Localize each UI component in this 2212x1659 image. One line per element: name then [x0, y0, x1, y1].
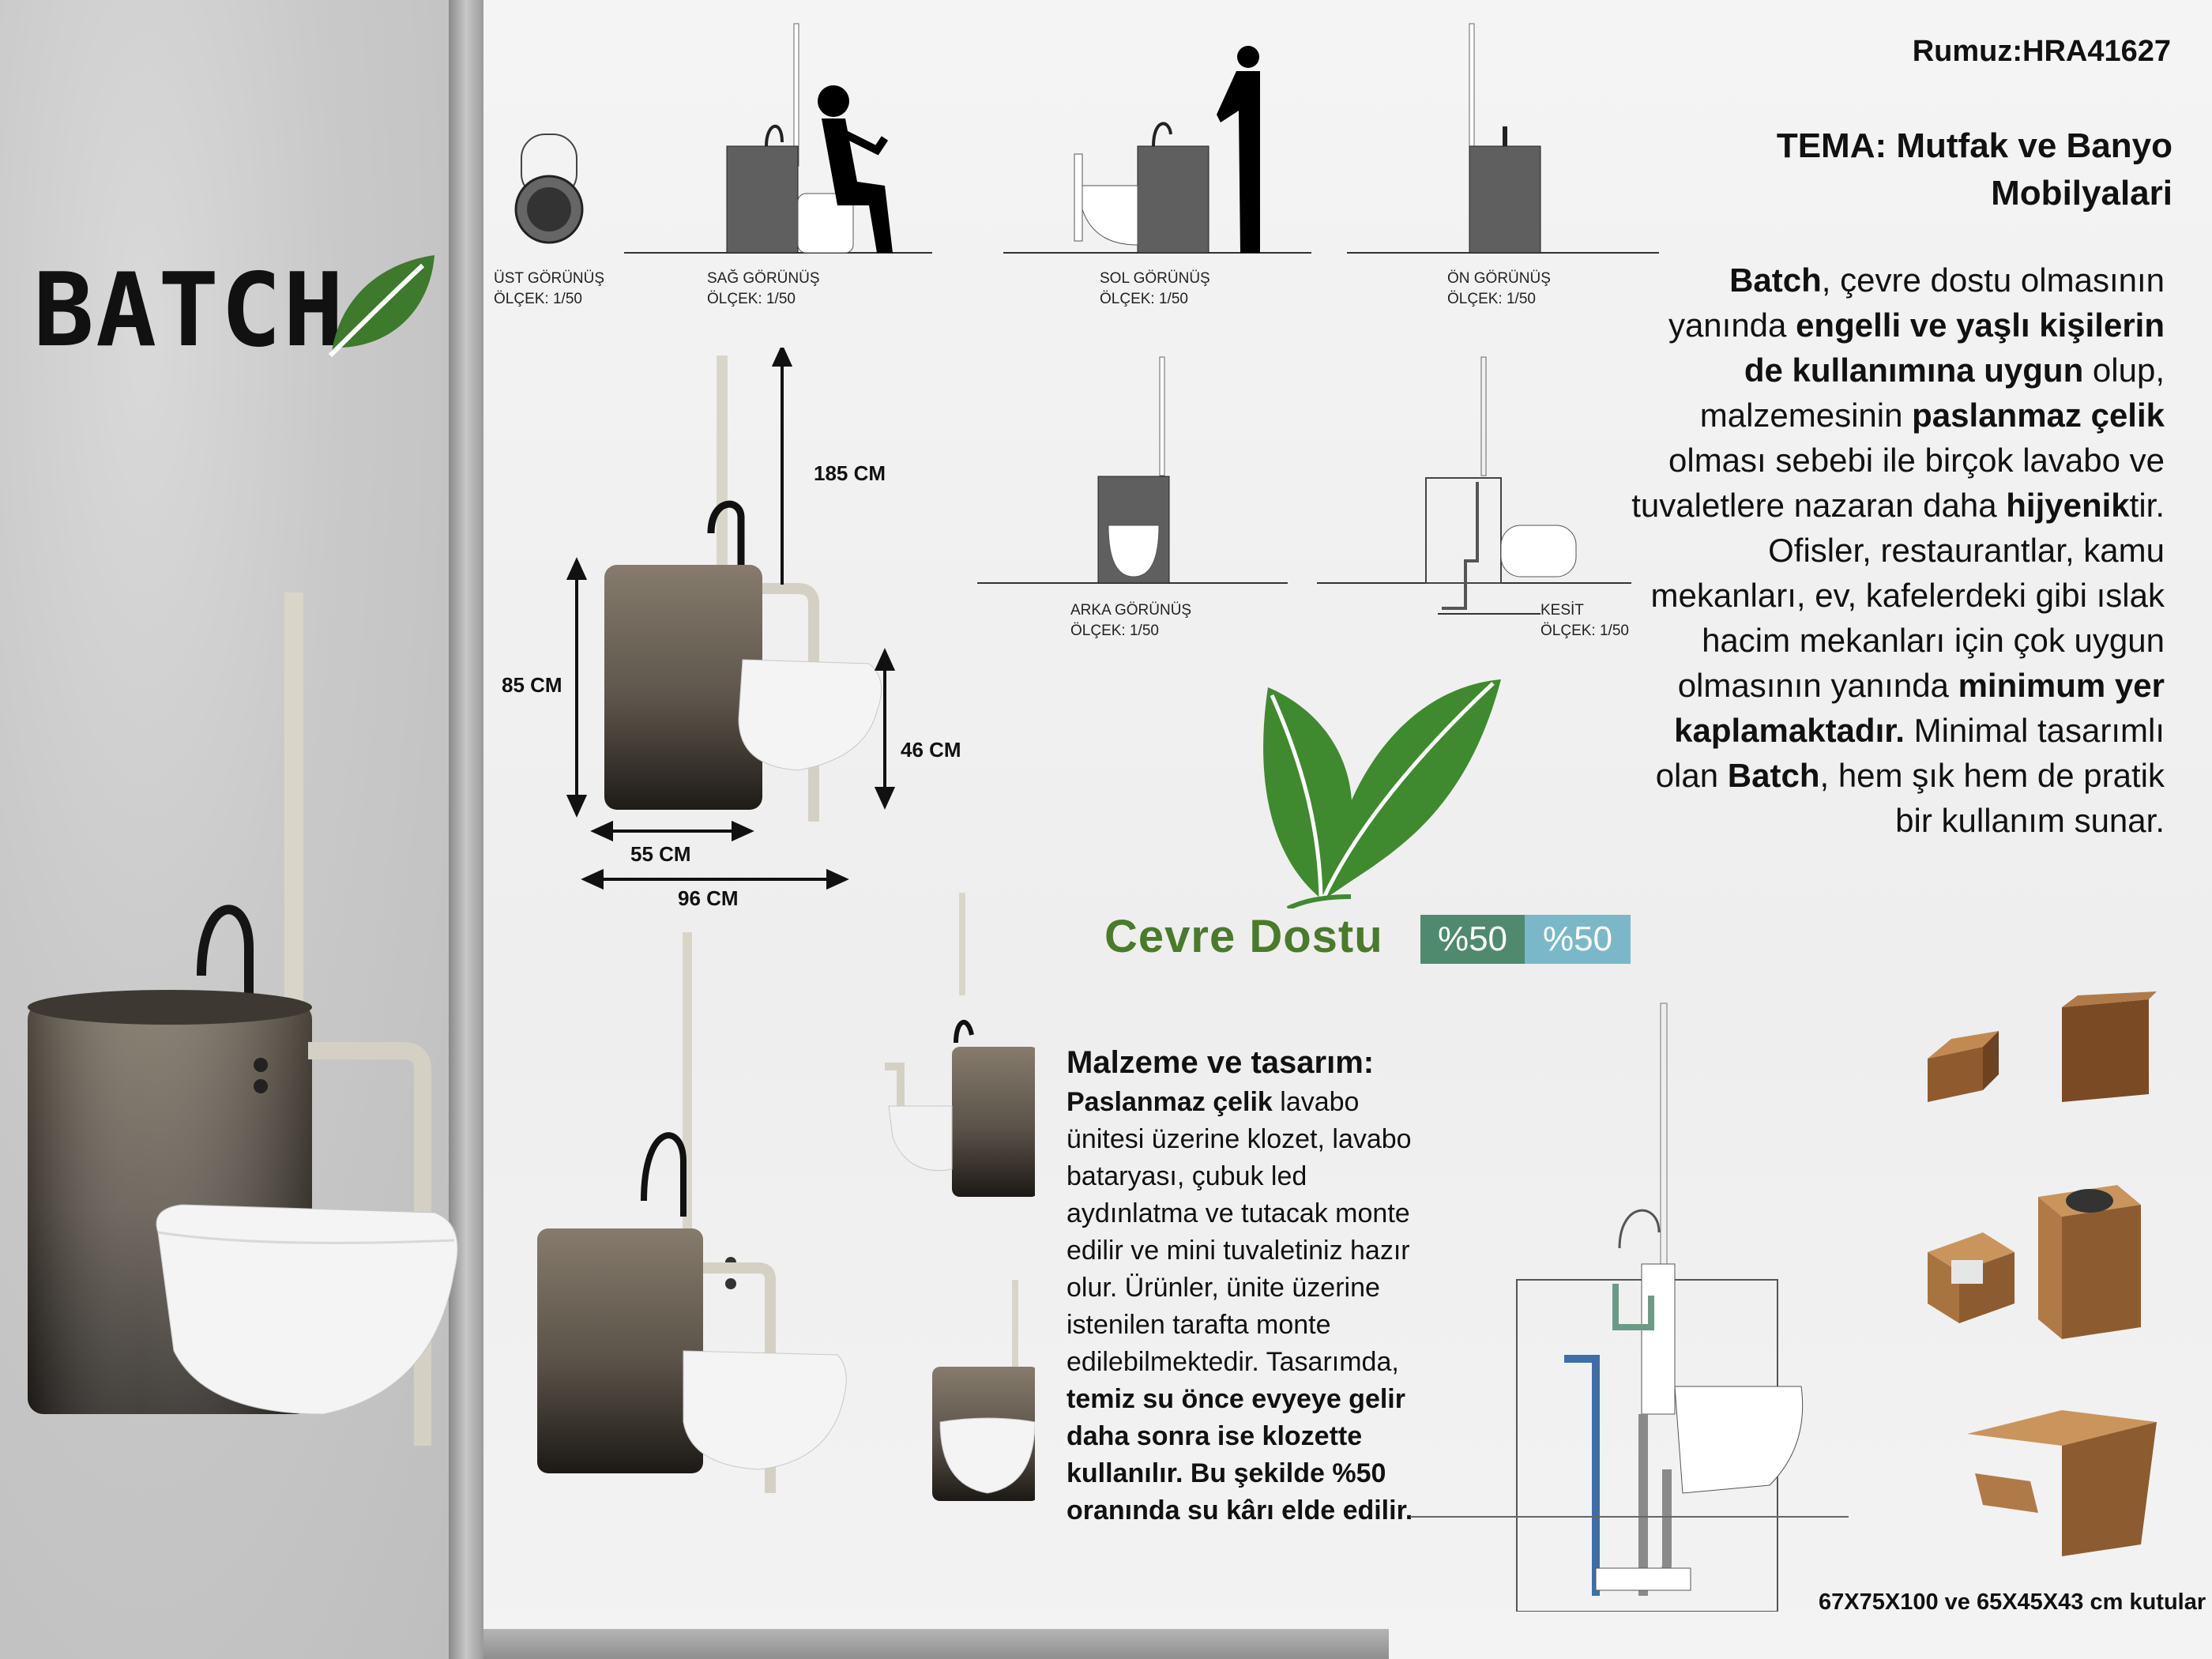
section-drawing-large: [1406, 995, 1880, 1612]
dim-height-toilet: 46 CM: [901, 738, 961, 762]
description-paragraph: [1627, 258, 2165, 843]
water-saving-pct-1: %50: [1420, 915, 1525, 964]
bottom-strip: [483, 1629, 1389, 1659]
dim-width-total: 96 CM: [678, 886, 739, 910]
view-scale: ÖLÇEK: 1/50: [494, 291, 582, 307]
view-scale: ÖLÇEK: 1/50: [1447, 291, 1536, 307]
top-view-drawing: [516, 134, 582, 243]
view-name: ÖN GÖRÜNÜŞ: [1447, 270, 1551, 287]
desc-bold: paslanmaz çelik: [1912, 397, 2165, 434]
theme-line-1: TEMA: Mutfak ve Banyo: [1776, 126, 2172, 165]
material-bold: Paslanmaz çelik: [1066, 1087, 1273, 1117]
view-label-kesit: [1540, 600, 1629, 641]
desc-text: olması sebebi ile birçok lavabo ve tuvaletlere nazaran daha: [1631, 442, 2165, 524]
view-name: ÜST GÖRÜNÜŞ: [494, 270, 605, 287]
view-scale: ÖLÇEK: 1/50: [1540, 623, 1629, 639]
material-section: [1066, 1041, 1414, 1529]
dim-height-sink: 85 CM: [502, 673, 562, 697]
desc-bold: engelli ve yaşlı kişilerin de kullanımına uygun: [1744, 307, 2165, 389]
desc-bold: Batch: [1727, 757, 1820, 794]
box-icon: [1920, 991, 2188, 1576]
material-title: Malzeme ve tasarım:: [1066, 1045, 1375, 1080]
view-label-sol: [1100, 269, 1210, 310]
boxes-caption: 67X75X100 ve 65X45X43 cm kutular: [1819, 1589, 2206, 1615]
orthographic-views-middle: [976, 348, 1635, 632]
water-saving-pct-2: %50: [1525, 915, 1631, 964]
product-render-large: [24, 577, 474, 1469]
view-label-ust: [494, 269, 604, 310]
view-label-arka: [1070, 600, 1191, 641]
view-name: SAĞ GÖRÜNÜŞ: [707, 270, 820, 287]
view-name: KESİT: [1540, 602, 1584, 619]
theme-line-2: Mobilyalari: [1991, 174, 2172, 213]
leaf-icon: [324, 251, 438, 358]
view-label-sag: [707, 269, 820, 310]
desc-bold: Batch: [1729, 261, 1822, 299]
view-scale: ÖLÇEK: 1/50: [1100, 291, 1188, 307]
desc-text: Minimal tasarımlı olan: [1655, 712, 2165, 794]
desc-text: olup, malzemesinin: [1699, 352, 2165, 434]
theme-title: [1730, 122, 2172, 217]
desc-bold: hijyenik: [2006, 487, 2130, 524]
desc-text: , hem şık hem de pratik bir kullanım sunar.: [1819, 757, 2165, 839]
dim-height-total: 185 CM: [814, 461, 886, 485]
eco-leaves-icon: [1256, 672, 1509, 908]
product-renders-middle: [529, 885, 1035, 1509]
view-label-on: [1447, 269, 1551, 310]
desc-text: tir. Ofisler, restaurantlar, kamu mekanları, ev, kafelerdeki gibi ıslak hacim mekanları için çok uygun olmasının yanında: [1650, 487, 2165, 704]
dimensioned-render: [561, 348, 924, 901]
desc-text: , çevre dostu olmasının yanında: [1668, 261, 2165, 344]
view-name: SOL GÖRÜNÜŞ: [1100, 270, 1210, 287]
rumuz-code: Rumuz:HRA41627: [1912, 35, 2171, 68]
desc-bold: minimum yer kaplamaktadır.: [1674, 667, 2165, 749]
brand-logo-text: BATCH: [33, 252, 346, 370]
material-text: lavabo ünitesi üzerine klozet, lavabo bataryası, çubuk led aydınlatma ve tutacak monte edilir ve mini tuvaletiniz hazır olur. Ürünler, ünite üzerine istenilen tarafta monte edilebilmektedir. Tasarımda,: [1066, 1087, 1412, 1377]
material-body: [1066, 1084, 1414, 1529]
view-name: ARKA GÖRÜNÜŞ: [1070, 602, 1192, 619]
view-scale: ÖLÇEK: 1/50: [1070, 623, 1159, 639]
eco-label: Cevre Dostu: [1104, 911, 1383, 962]
view-scale: ÖLÇEK: 1/50: [707, 291, 796, 307]
material-bold: temiz su önce evyeye gelir daha sonra ise klozette kullanılır. Bu şekilde %50 oranında su kârı elde edilir.: [1066, 1384, 1413, 1525]
dim-width-unit: 55 CM: [630, 842, 691, 866]
